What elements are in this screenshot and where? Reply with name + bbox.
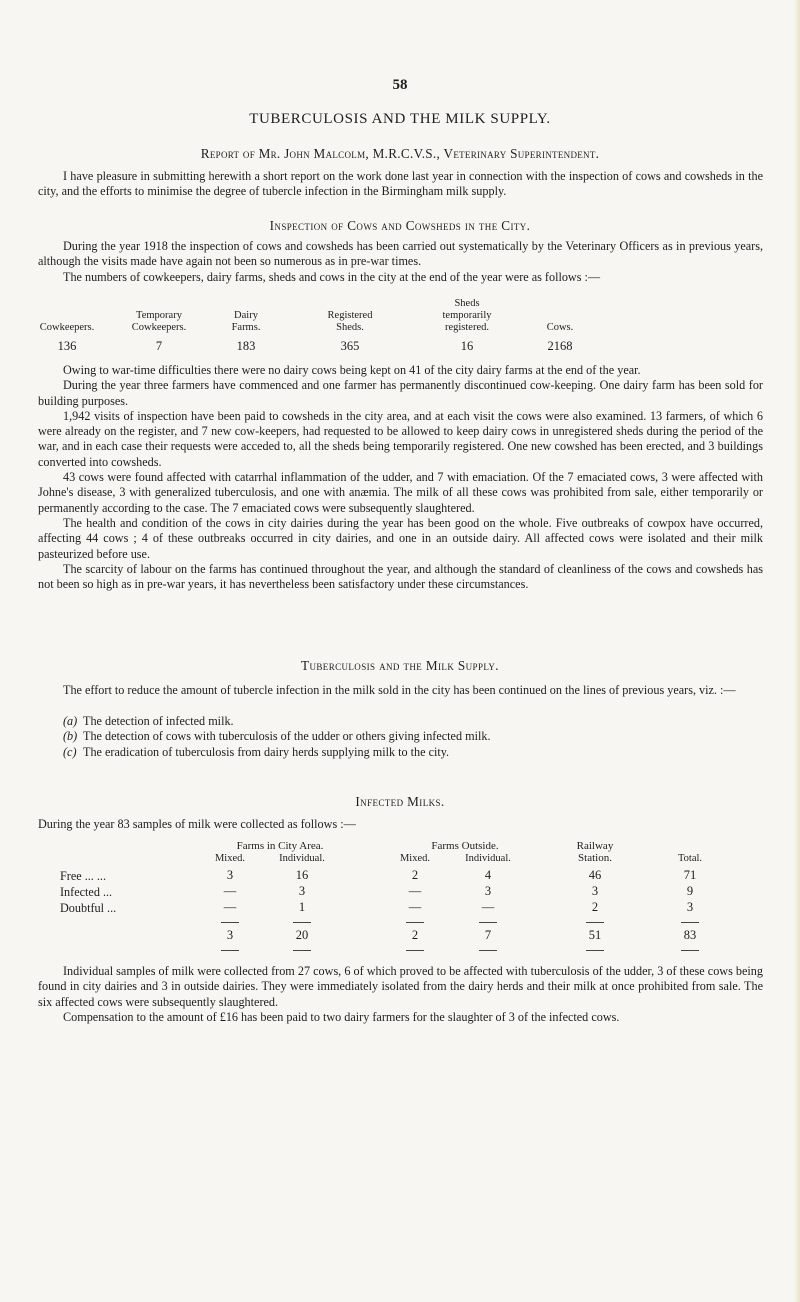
header-cows: Cows. [546, 322, 574, 333]
rule [586, 950, 604, 951]
table-cell: 2 [411, 868, 419, 882]
paragraph: The effort to reduce the amount of tubercle infection in the milk sold in the city has been continued on the lines of previous years, viz. :— [63, 683, 736, 697]
table-cell: — [223, 884, 237, 898]
total-cell: 7 [484, 928, 492, 942]
objectives-list [38, 714, 763, 760]
header-sheds-temporarily-registered: Sheds temporarily registered. [442, 298, 492, 333]
table-cell: — [408, 884, 422, 898]
rule [293, 950, 311, 951]
rule [406, 922, 424, 923]
inspection-intro [38, 239, 763, 285]
total-cell: 3 [226, 928, 234, 942]
paragraph: During the year 1918 the inspection of cows and cowsheds has been carried out systematically by the Veterinary Officers as in previous years, although the visits made have again not been so numerous as in pre-war times. [38, 239, 763, 269]
value-sheds-temporarily-registered: 16 [460, 339, 474, 353]
table-cell: 46 [588, 868, 602, 882]
header-total: Total. [677, 853, 703, 864]
total-cell: 83 [683, 928, 697, 942]
row-label-doubtful: Doubtful ... [60, 901, 117, 915]
table-cell: 4 [484, 868, 492, 882]
value-cows: 2168 [547, 339, 573, 353]
table-cell: 2 [591, 900, 599, 914]
value-cowkeepers: 136 [57, 339, 77, 353]
rule [479, 922, 497, 923]
paragraph: 43 cows were found affected with catarrhal inflammation of the udder, and 7 with emaciation. Of the 7 emaciated cows, 3 were affected with Johne's disease, 3 with generalized tuberculosis, and one with anæmia. The milk of all these cows was prohibited from sale, either temporarily or permanently according to the case. The 7 emaciated cows were subsequently slaughtered. [38, 470, 763, 515]
table-cell: 1 [298, 900, 306, 914]
section-heading-infected-milks: Infected Milks. [355, 794, 445, 809]
total-cell: 2 [411, 928, 419, 942]
page-number: 58 [392, 77, 408, 93]
value-dairy-farms: 183 [236, 339, 256, 353]
table-cell: 9 [686, 884, 694, 898]
table-cell: — [223, 900, 237, 914]
table-cell: 3 [591, 884, 599, 898]
group-header-outside: Farms Outside. [431, 840, 499, 852]
infected-milks-body [38, 964, 763, 1025]
list-item: (a) The detection of infected milk. [63, 714, 234, 728]
paragraph: The numbers of cowkeepers, dairy farms, sheds and cows in the city at the end of the year were as follows :— [63, 269, 601, 284]
table-cell: 3 [298, 884, 306, 898]
paragraph: The health and condition of the cows in city dairies during the year has been good on the whole. Five outbreaks of cowpox have occurred, affecting 44 cows ; 4 of these outbreaks occurred in city dairies, and one in an outside dairy. All affected cows were isolated and their milk pasteurized before use. [38, 515, 763, 561]
page-edge [794, 0, 800, 1302]
rule [293, 922, 311, 923]
section-heading-tuberculosis: Tuberculosis and the Milk Supply. [301, 658, 499, 673]
header-cowkeepers: Cowkeepers. [39, 322, 95, 333]
rule [406, 950, 424, 951]
table-cell: — [408, 900, 422, 914]
page-title: TUBERCULOSIS AND THE MILK SUPPLY. [249, 111, 551, 127]
rule [681, 922, 699, 923]
table-cell: 71 [683, 868, 697, 882]
report-byline: Report of Mr. John Malcolm, M.R.C.V.S., Veterinary Superintendent. [200, 146, 600, 161]
table-cell: 3 [484, 884, 492, 898]
row-label-infected: Infected ... [60, 885, 113, 899]
value-registered-sheds: 365 [340, 339, 360, 353]
paragraph: During the year three farmers have commenced and one farmer has permanently discontinued cow-keeping. One dairy farm has been sold for building purposes. [38, 378, 763, 408]
rule [221, 950, 239, 951]
paragraph: 1,942 visits of inspection have been paid to cowsheds in the city area, and at each visit the cows were also examined. 13 farmers, of which 6 were already on the register, and 7 new cow-keepers, had requested to be allowed to keep dairy cows in unregistered sheds during the period of the war, and in each case their requests were acceded to, all the sheds being temporarily registered. One new cowshed has been erected, and 3 buildings converted into cowsheds. [38, 408, 763, 469]
header-city-mixed: Mixed. [214, 853, 246, 864]
header-outside-mixed: Mixed. [399, 853, 431, 864]
paragraph: Owing to war-time difficulties there were no dairy cows being kept on 41 of the city dairy farms at the end of the year. [63, 363, 641, 377]
rule [681, 950, 699, 951]
inspection-body [38, 363, 763, 592]
section-heading-inspection: Inspection of Cows and Cowsheds in the City. [269, 218, 531, 233]
value-temporary-cowkeepers: 7 [155, 339, 163, 353]
paragraph: During the year 83 samples of milk were collected as follows :— [38, 817, 356, 831]
paragraph: The scarcity of labour on the farms has continued throughout the year, and although the standard of cleanliness of the cows and cowsheds has not been so high as in pre-war years, it has nevertheless been satisfactory under these circumstances. [38, 561, 763, 592]
group-header-city: Farms in City Area. [236, 840, 324, 852]
tuberculosis-intro [38, 683, 763, 698]
rule [221, 922, 239, 923]
total-cell: 20 [295, 928, 309, 942]
rule [586, 922, 604, 923]
list-item: (c) The eradication of tuberculosis from dairy herds supplying milk to the city. [63, 744, 450, 759]
rule [479, 950, 497, 951]
paragraph: Individual samples of milk were collected from 27 cows, 6 of which proved to be affected with tuberculosis of the udder, 3 of these cows being found in city dairies and 3 in outside dairies. They were immediately isolated from the dairy herds and their milk at once prohibited from sale. The six affected cows were subsequently slaughtered. [38, 964, 763, 1009]
intro-text: I have pleasure in submitting herewith a short report on the work done last year in connection with the inspection of cows and cowsheds in the city, and the efforts to minimise the degree of tubercle infection in the Birmingham milk supply. [38, 169, 763, 199]
intro-paragraph [38, 169, 763, 200]
infected-milks-intro [38, 817, 763, 832]
table-cell: 3 [686, 900, 694, 914]
table-cell: 16 [295, 868, 309, 882]
header-temporary-cowkeepers: Temporary Cowkeepers. [131, 310, 187, 333]
header-city-individual: Individual. [279, 853, 325, 864]
header-dairy-farms: Dairy Farms. [231, 310, 261, 333]
list-item: (b) The detection of cows with tuberculosis of the udder or others giving infected milk. [63, 729, 491, 744]
total-cell: 51 [588, 928, 602, 942]
header-outside-individual: Individual. [465, 853, 511, 864]
table-cell: — [481, 900, 495, 914]
paragraph: Compensation to the amount of £16 has been paid to two dairy farmers for the slaughter of 3 of the infected cows. [63, 1009, 620, 1024]
table-cell: 3 [226, 868, 234, 882]
row-label-free: Free ... ... [60, 869, 107, 883]
header-registered-sheds: Registered Sheds. [327, 310, 373, 333]
header-railway-station: Railway Station. [576, 840, 614, 864]
